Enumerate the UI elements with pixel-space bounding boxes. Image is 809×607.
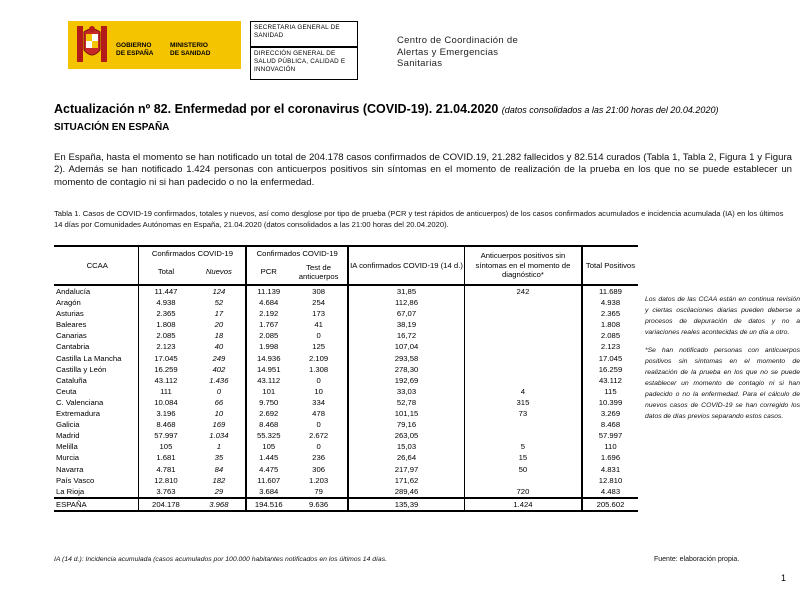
cell-anti: 5 [464, 441, 582, 452]
page-number: 1 [781, 573, 787, 583]
cell-ia: 16,72 [348, 330, 464, 341]
cell-pcr: 194.516 [246, 498, 290, 511]
cell-ccaa: ESPAÑA [54, 498, 139, 511]
table-row [54, 441, 638, 452]
cell-anti [464, 375, 582, 386]
cell-total: 2.085 [139, 330, 192, 341]
header-ccaa: CCAA [54, 246, 139, 285]
cell-pcr: 4.475 [246, 464, 290, 475]
cell-ia: 15,03 [348, 441, 464, 452]
cell-totpos: 4.483 [582, 486, 638, 498]
table-row [54, 486, 638, 498]
cell-ia: 278,30 [348, 364, 464, 375]
table-row [54, 341, 638, 352]
cell-nuevos: 35 [214, 453, 224, 463]
cell-totpos: 1.808 [582, 319, 638, 330]
header-test: Test de anticuerpos [298, 262, 339, 281]
cell-ia: 289,46 [348, 486, 464, 498]
cell-ia: 293,58 [348, 353, 464, 364]
cell-pcr: 4.684 [246, 297, 290, 308]
cell-nuevos: 29 [214, 486, 224, 496]
cell-pcr: 1.767 [246, 319, 290, 330]
cell-pcr: 9.750 [246, 397, 290, 408]
cell-total: 4.781 [139, 464, 192, 475]
cell-nuevos: 1.436 [209, 375, 229, 385]
cell-anti: 242 [464, 285, 582, 297]
cell-total: 3.196 [139, 408, 192, 419]
cell-pcr: 2.192 [246, 308, 290, 319]
cell-totpos: 12.810 [582, 475, 638, 486]
cell-pcr: 11.607 [246, 475, 290, 486]
cell-ia: 112,86 [348, 297, 464, 308]
table-row [54, 452, 638, 463]
cell-ccaa: Cantabria [56, 342, 90, 352]
cell-anti [464, 297, 582, 308]
cell-anti [464, 364, 582, 375]
cell-nuevos: 3.968 [192, 498, 246, 511]
cell-nuevos: 52 [214, 298, 224, 308]
cell-anti: 4 [464, 386, 582, 397]
cell-ccaa: Galicia [56, 420, 80, 430]
intro-paragraph: En España, hasta el momento se han notificado un total de 204.178 casos confirmados de COVID.19, 21.282 fallecidos y 82.514 curados (Tabla 1, Tabla 2, Figura 1 y Figura 2). Además se han notificado 1.424 personas con anticuerpos positivos sin síntomas en el momento de realización de la prueba en los que no se puede establecer un momento de contagio ni si han padecido o no la enfermedad. [54, 152, 792, 188]
cell-test: 308 [290, 285, 348, 297]
cell-ccaa: Murcia [56, 453, 80, 463]
gobierno-line2: DE ESPAÑA [116, 50, 154, 57]
cell-pcr: 1.445 [246, 452, 290, 463]
cell-nuevos: 10 [214, 409, 224, 419]
cell-total: 2.365 [139, 308, 192, 319]
cell-pcr: 2.692 [246, 408, 290, 419]
cell-nuevos: 84 [214, 464, 224, 474]
cell-anti [464, 308, 582, 319]
cell-nuevos: 124 [192, 285, 246, 297]
header-total: Total [139, 260, 192, 285]
note-revision: Los datos de las CCAA están en continua revisión y ciertas oscilaciones diarias pueden deberse a procesos de depuración de datos y no a variaciones reales acontecidas de un día a otro. [645, 296, 800, 336]
cell-test: 125 [312, 342, 325, 352]
table-row [54, 464, 638, 475]
cell-test: 2.672 [308, 431, 329, 441]
cell-pcr: 43.112 [246, 375, 290, 386]
cell-test: 10 [314, 386, 323, 396]
ministerio-line1: MINISTERIO [170, 42, 208, 49]
cell-totpos: 17.045 [582, 353, 638, 364]
table-row [54, 498, 638, 511]
cell-test: 9.636 [290, 498, 348, 511]
centro-line2: Alertas y Emergencias [397, 46, 499, 58]
cell-total: 204.178 [139, 498, 192, 511]
cell-ccaa: Melilla [56, 442, 78, 452]
cell-ccaa: C. Valenciana [56, 397, 104, 407]
header-nuevos: Nuevos [205, 267, 232, 277]
cell-totpos: 1.696 [582, 452, 638, 463]
cell-total: 111 [139, 386, 192, 397]
footnote: IA (14 d.): Incidencia acumulada (casos acumulados por 100.000 habitantes notificados en los últimos 14 días. [54, 556, 387, 563]
cell-total: 12.810 [139, 475, 192, 486]
cell-total: 1.808 [139, 319, 192, 330]
table-row [54, 308, 638, 319]
header-pcr: PCR [246, 260, 290, 285]
table-caption: Tabla 1. Casos de COVID-19 confirmados, totales y nuevos, así como desglose por tipo de prueba (PCR y test rápidos de anticuerpos) de los casos confirmados acumulados e incidencia acumulada (IA) en los últimos 14 días por Comunidades Autónomas en España, 21.04.2020 (datos consolidados a las 21:00 horas del 20.04.2020). [54, 209, 784, 229]
cell-anti: 1.424 [464, 498, 582, 511]
cell-anti [464, 475, 582, 486]
cell-totpos: 205.602 [582, 498, 638, 511]
table-row [54, 430, 638, 441]
table-row [54, 475, 638, 486]
cell-totpos: 16.259 [582, 364, 638, 375]
cell-nuevos: 18 [214, 331, 224, 341]
cell-ccaa: La Rioja [56, 486, 85, 496]
cell-test: 1.308 [308, 364, 329, 374]
cell-anti [464, 353, 582, 364]
cell-test: 79 [314, 486, 323, 496]
cell-ia: 38,19 [348, 319, 464, 330]
cell-anti: 720 [464, 486, 582, 498]
header-anticuerpos: Anticuerpos positivos sin síntomas en el momento de diagnóstico* [464, 246, 582, 285]
cell-totpos: 11.689 [582, 285, 638, 297]
cell-ccaa: Asturias [56, 309, 84, 319]
cell-nuevos: 402 [212, 364, 226, 374]
cell-anti: 50 [464, 464, 582, 475]
cell-nuevos: 169 [212, 420, 226, 430]
cell-totpos: 4.831 [582, 464, 638, 475]
cell-anti [464, 341, 582, 352]
cell-ia: 26,64 [348, 452, 464, 463]
table-row [54, 285, 638, 297]
secretaria-box: SECRETARIA GENERAL DE SANIDAD [250, 21, 358, 47]
cell-test: 1.203 [308, 475, 329, 485]
header-group-confirmados: Confirmados COVID-19 [139, 246, 246, 260]
table-row [54, 419, 638, 430]
cell-pcr: 1.998 [246, 341, 290, 352]
cell-test: 0 [316, 442, 321, 452]
gobierno-line1: GOBIERNO [116, 42, 152, 49]
cell-anti [464, 330, 582, 341]
cell-pcr: 8.468 [246, 419, 290, 430]
cell-nuevos: 182 [212, 475, 226, 485]
cell-total: 105 [139, 441, 192, 452]
cell-ia: 217,97 [348, 464, 464, 475]
cell-total: 1.681 [139, 452, 192, 463]
cell-test: 478 [312, 409, 325, 419]
cell-ccaa: Castilla La Mancha [56, 353, 122, 363]
cell-nuevos: 1.034 [209, 431, 229, 441]
cell-totpos: 43.112 [582, 375, 638, 386]
cell-ccaa: Andalucía [54, 285, 139, 297]
cell-total: 4.938 [139, 297, 192, 308]
ministerio-line2: DE SANIDAD [170, 50, 211, 57]
section-heading: SITUACIÓN EN ESPAÑA [54, 122, 170, 133]
centro-line3: Sanitarias [397, 58, 443, 69]
table-row [54, 397, 638, 408]
cell-totpos: 4.938 [582, 297, 638, 308]
cell-total: 17.045 [139, 353, 192, 364]
cell-anti [464, 319, 582, 330]
cell-total: 57.997 [139, 430, 192, 441]
cell-pcr: 3.684 [246, 486, 290, 498]
cell-test: 306 [312, 464, 325, 474]
cell-test: 173 [312, 309, 325, 319]
header-total-positivos: Total Positivos [582, 246, 638, 285]
cell-ia: 263,05 [348, 430, 464, 441]
cell-nuevos: 17 [214, 309, 224, 319]
table-row [54, 297, 638, 308]
cell-pcr: 101 [246, 386, 290, 397]
cell-anti: 15 [464, 452, 582, 463]
cell-test: 254 [312, 298, 325, 308]
header-group-tipo-prueba: Confirmados COVID-19 [246, 246, 348, 260]
cell-test: 2.109 [308, 353, 329, 363]
table-row [54, 375, 638, 386]
cell-totpos: 8.468 [582, 419, 638, 430]
cell-ccaa: Navarra [56, 464, 84, 474]
cell-ccaa: Baleares [56, 320, 87, 330]
cell-ccaa: Ceuta [56, 386, 77, 396]
table-row [54, 330, 638, 341]
cell-total: 3.763 [139, 486, 192, 498]
cell-ia: 192,69 [348, 375, 464, 386]
cell-ccaa: Castilla y León [56, 364, 107, 374]
covid-table [54, 245, 638, 512]
cell-pcr: 55.325 [246, 430, 290, 441]
cell-pcr: 14.951 [246, 364, 290, 375]
cell-ccaa: Cataluña [56, 375, 87, 385]
side-notes [645, 294, 800, 429]
table-row [54, 364, 638, 375]
cell-test: 0 [316, 420, 321, 430]
note-anticuerpos: *Se han notificado personas con anticuerpos positivos sin síntomas en el momento de realización de la prueba en los que no se puede establecer un momento de contagio ni si han padecido o no la enfermedad. Para el cálculo de nuevos casos de COVID-19 se han corregido los datos de días previos separando estos casos. [645, 347, 800, 420]
cell-totpos: 3.269 [582, 408, 638, 419]
cell-totpos: 2.085 [582, 330, 638, 341]
cell-totpos: 2.365 [582, 308, 638, 319]
cell-test: 236 [312, 453, 325, 463]
cell-ia: 135,39 [348, 498, 464, 511]
cell-nuevos: 66 [214, 397, 224, 407]
cell-pcr: 105 [246, 441, 290, 452]
cell-total: 16.259 [139, 364, 192, 375]
cell-anti [464, 419, 582, 430]
cell-total: 10.084 [139, 397, 192, 408]
cell-anti: 315 [464, 397, 582, 408]
cell-totpos: 2.123 [582, 341, 638, 352]
cell-ccaa: Aragón [56, 298, 81, 308]
cell-ia: 31,85 [348, 285, 464, 297]
cell-test: 0 [316, 331, 321, 341]
cell-ccaa: Canarias [56, 331, 87, 341]
cell-total: 8.468 [139, 419, 192, 430]
cell-pcr: 14.936 [246, 353, 290, 364]
cell-total: 43.112 [139, 375, 192, 386]
centro-coordinacion [397, 35, 518, 70]
gobierno-text [116, 42, 166, 58]
ministerio-text [170, 42, 230, 58]
cell-ia: 67,07 [348, 308, 464, 319]
cell-nuevos: 249 [212, 353, 226, 363]
cell-nuevos: 0 [216, 386, 222, 396]
cell-anti [464, 430, 582, 441]
cell-ia: 79,16 [348, 419, 464, 430]
cell-test: 0 [316, 375, 321, 385]
table-row [54, 386, 638, 397]
cell-ccaa: Madrid [56, 431, 80, 441]
cell-nuevos: 1 [216, 442, 222, 452]
coat-of-arms-icon [71, 24, 113, 66]
cell-total: 11.447 [139, 285, 192, 297]
cell-ia: 101,15 [348, 408, 464, 419]
cell-pcr: 2.085 [246, 330, 290, 341]
cell-pcr: 11.139 [246, 285, 290, 297]
cell-totpos: 110 [582, 441, 638, 452]
cell-total: 2.123 [139, 341, 192, 352]
title-subtitle: (datos consolidados a las 21:00 horas del 20.04.2020) [501, 105, 719, 115]
table-row [54, 408, 638, 419]
cell-ccaa: País Vasco [56, 475, 95, 485]
cell-totpos: 10.399 [582, 397, 638, 408]
cell-nuevos: 40 [214, 342, 224, 352]
cell-totpos: 115 [582, 386, 638, 397]
page-title [54, 102, 718, 116]
cell-test: 334 [312, 397, 325, 407]
cell-test: 41 [314, 320, 323, 330]
cell-ia: 33,03 [348, 386, 464, 397]
cell-anti: 73 [464, 408, 582, 419]
table-row [54, 353, 638, 364]
direccion-box: DIRECCIÓN GENERAL DE SALUD PÚBLICA, CALIDAD E INNOVACIÓN [250, 47, 358, 80]
centro-line1: Centro de Coordinación de [397, 35, 519, 46]
cell-ia: 52,78 [348, 397, 464, 408]
title-text: Actualización nº 82. Enfermedad por el coronavirus (COVID-19). 21.04.2020 [54, 102, 499, 116]
table-row [54, 319, 638, 330]
header-ia: IA confirmados COVID-19 (14 d.) [348, 246, 464, 285]
cell-totpos: 57.997 [582, 430, 638, 441]
cell-ccaa: Extremadura [56, 409, 101, 419]
cell-ia: 171,62 [348, 475, 464, 486]
cell-nuevos: 20 [214, 320, 224, 330]
source-note: Fuente: elaboración propia. [654, 556, 740, 563]
cell-ia: 107,04 [348, 341, 464, 352]
